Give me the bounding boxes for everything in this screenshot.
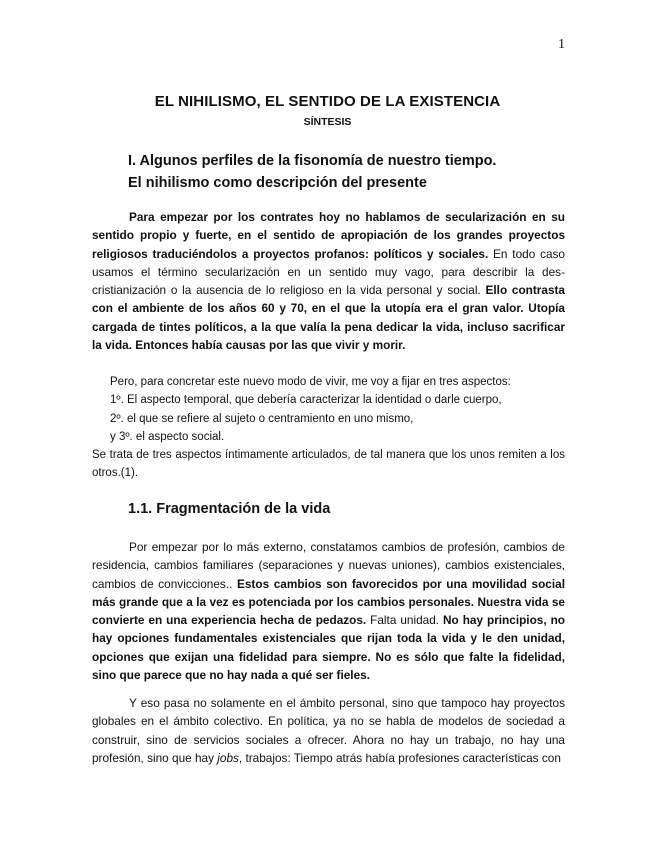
paragraph-1-normal: En todo caso usamos el término secularización en un sentido muy vago, para describir la des-cristianización o la ausencia de lo religioso en la vida personal y social. [92, 246, 565, 298]
section-heading-2: 1.1. Fragmentación de la vida [128, 501, 331, 517]
paragraph-1-bold-a: Para empezar por los contrates hoy no hablamos de secularización en su sentido propio y fuerte, en el sentido de apropiación de los grandes proyectos religiosos traduciéndolos a proyectos profanos: políticos y sociales. [92, 210, 565, 261]
section-heading-1 [128, 150, 496, 194]
section-heading-1-line1: I. Algunos perfiles de la fisonomía de nuestro tiempo. [128, 153, 497, 169]
list-tail: Se trata de tres aspectos íntimamente articulados, de tal manera que los unos remiten a los otros.(1). [92, 449, 565, 480]
paragraph-4-italic: jobs [217, 750, 239, 765]
paragraph-1-bold-b: Ello contrasta con el ambiente de los años 60 y 70, en el que la utopía era el gran valor. Utopía cargada de tintes políticos, a la que valía la pena dedicar la vida, incluso sacrificar la vida. Entonces había causas por las que vivir y morir. [92, 283, 565, 353]
paragraph-3-normal-a: Por empezar por lo más externo, constatamos cambios de profesión, cambios de residencia, cambios familiares (separaciones y nuevas uniones), cambios existenciales, cambios de convicciones.. [92, 540, 565, 591]
list-intro: Pero, para concretar este nuevo modo de vivir, me voy a fijar en tres aspectos: [110, 376, 511, 388]
page-number: 1 [558, 37, 565, 52]
document-subtitle: SÍNTESIS [303, 116, 352, 128]
paragraph-3-bold-a: Estos cambios son favorecidos por una movilidad social más grande que a la vez es potenciada por los cambios personales. Nuestra vida se convierte en una experiencia hecha de pedazos. [92, 576, 565, 628]
paragraph-3-bold-b: No hay principios, no hay opciones fundamentales existenciales que rijan toda la vida y le den unidad, opciones que exijan una fidelidad para siempre. No es sólo que falte la fidelidad, sino que parece que no hay nada a qué ser fieles. [92, 613, 565, 683]
list-item-2: 2º. el que se refiere al sujeto o centramiento en uno mismo, [110, 412, 414, 425]
paragraph-3-normal-b: Falta unidad. [366, 613, 444, 628]
list-item-1: 1º. El aspecto temporal, que debería caracterizar la identidad o darle cuerpo, [110, 394, 502, 407]
paragraph-4 [92, 694, 565, 767]
paragraph-1 [92, 208, 565, 354]
paragraph-3 [92, 538, 565, 684]
aspects-list [92, 373, 565, 483]
paragraph-4-text-b: , trabajos: Tiempo atrás había profesiones características con [238, 750, 561, 765]
list-item-3: y 3º. el aspecto social. [110, 430, 225, 443]
document-title: EL NIHILISMO, EL SENTIDO DE LA EXISTENCIA [154, 93, 501, 110]
paragraph-4-text-a: Y eso pasa no solamente en el ámbito personal, sino que tampoco hay proyectos globales en el ámbito colectivo. En política, ya no se habla de modelos de sociedad a construir, sino de servicios sociales a ofrecer. Ahora no hay un trabajo, no hay una profesión, sino que hay [92, 696, 565, 765]
section-heading-1-line2: El nihilismo como descripción del presente [128, 175, 427, 191]
